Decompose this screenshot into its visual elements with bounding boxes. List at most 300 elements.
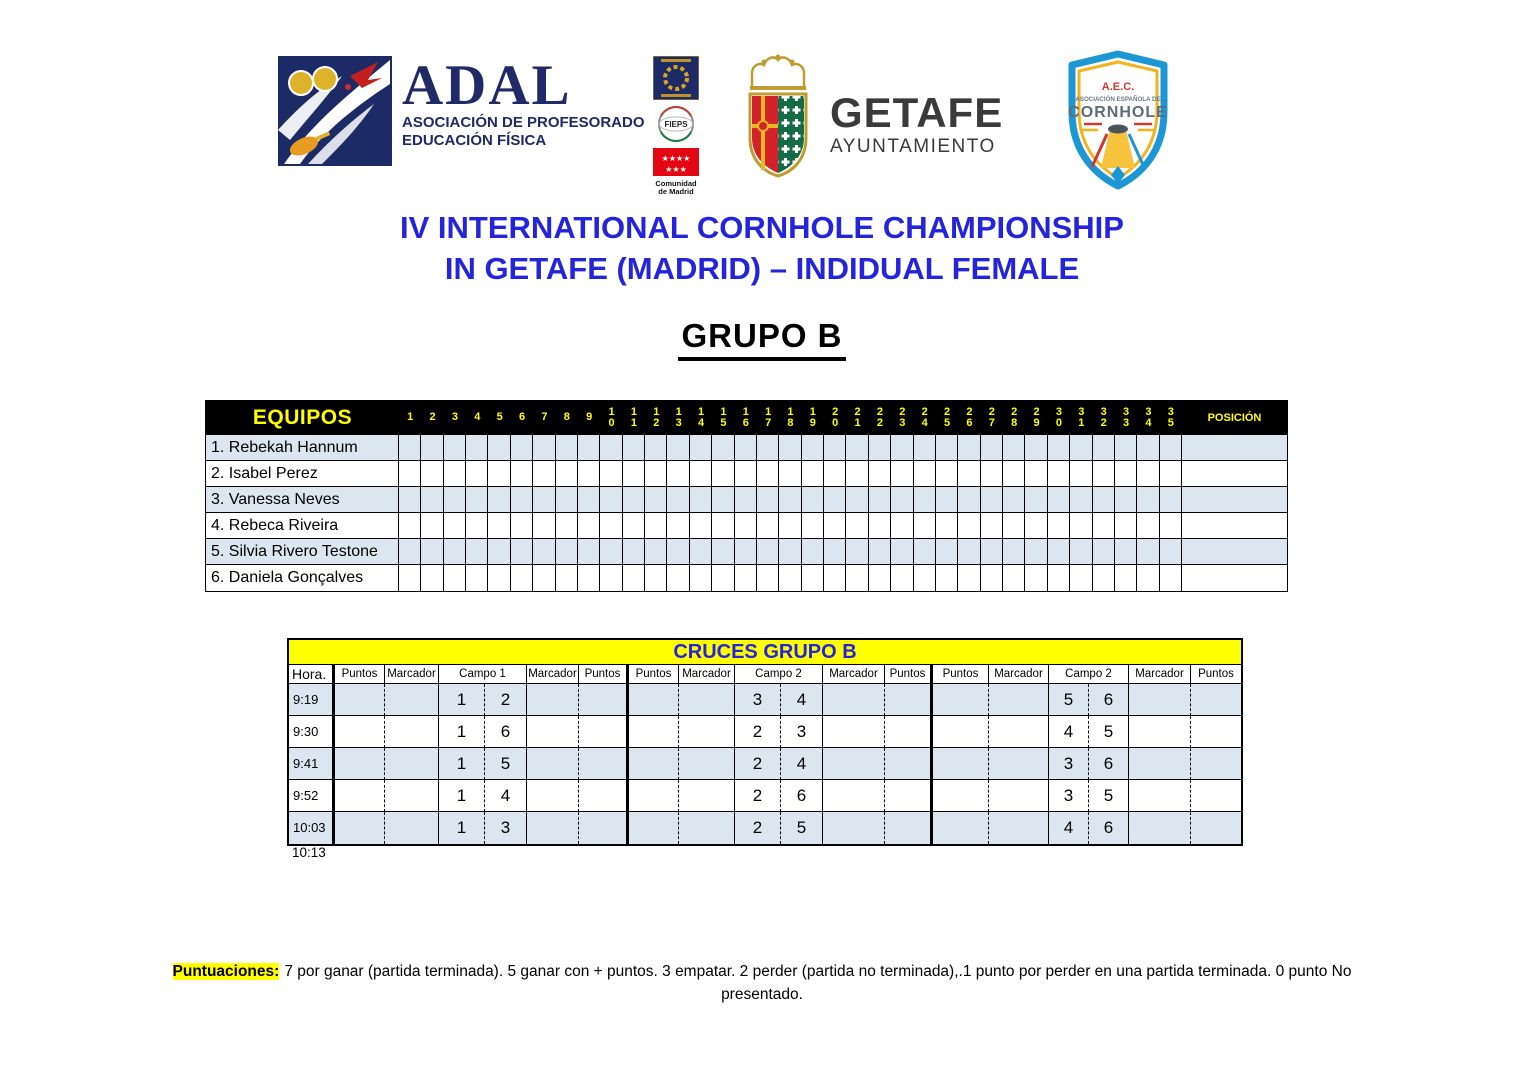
score-cell — [1093, 539, 1115, 565]
group-title: GRUPO B — [678, 317, 845, 361]
score-cell — [511, 513, 533, 539]
campo-team-cell: 5 — [1089, 716, 1129, 748]
score-cell — [690, 513, 712, 539]
score-cell — [1025, 487, 1047, 513]
campo-team-cell: 2 — [735, 780, 781, 812]
score-cell — [444, 461, 466, 487]
campo-team-cell: 1 — [439, 716, 485, 748]
score-cell — [1048, 487, 1070, 513]
score-cell — [421, 487, 443, 513]
score-cell — [667, 461, 689, 487]
score-cell — [690, 539, 712, 565]
score-cell — [1003, 539, 1025, 565]
score-cell — [600, 565, 622, 591]
puntos-cell — [885, 812, 933, 844]
score-cell — [802, 487, 824, 513]
score-cell — [712, 565, 734, 591]
round-number-22: 2 2 — [876, 405, 884, 429]
round-number-14: 1 4 — [697, 405, 705, 429]
marcador-cell — [989, 748, 1049, 780]
score-cell — [712, 487, 734, 513]
score-cell — [1003, 435, 1025, 461]
score-cell — [421, 539, 443, 565]
cruces-header-marcador: Marcador — [385, 665, 439, 684]
player-name: 4. Rebeca Riveira — [206, 513, 399, 539]
score-cell — [600, 513, 622, 539]
hora-cell: 9:30 — [289, 716, 335, 748]
campo-team-cell: 6 — [781, 780, 823, 812]
score-cell — [1048, 461, 1070, 487]
score-cell — [1160, 565, 1182, 591]
score-cell — [623, 435, 645, 461]
score-cell — [779, 513, 801, 539]
marcador-cell — [1129, 748, 1191, 780]
score-cell — [690, 565, 712, 591]
cruces-header-campo-2: Campo 2 — [735, 665, 823, 684]
round-number-11: 1 1 — [630, 405, 637, 429]
equipos-row — [206, 461, 1287, 487]
round-number-10: 1 0 — [608, 405, 615, 429]
score-cell — [488, 539, 510, 565]
score-cell — [533, 435, 555, 461]
round-number-26: 2 6 — [966, 405, 973, 429]
score-cell — [600, 435, 622, 461]
score-cell — [1115, 461, 1137, 487]
score-cell — [891, 435, 913, 461]
score-cell — [1137, 487, 1159, 513]
round-number-2: 2 — [429, 411, 436, 423]
puntos-cell — [629, 812, 679, 844]
score-cell — [1003, 513, 1025, 539]
score-cell — [981, 539, 1003, 565]
score-cell — [690, 461, 712, 487]
score-cell — [399, 461, 421, 487]
score-cell — [1137, 539, 1159, 565]
score-cell — [779, 435, 801, 461]
cruces-header-marcador: Marcador — [527, 665, 579, 684]
score-cell — [1160, 487, 1182, 513]
score-cell — [757, 461, 779, 487]
campo-team-cell: 5 — [485, 748, 527, 780]
equipos-posicion-header: POSICIÓN — [1207, 411, 1262, 424]
puntos-cell — [1191, 812, 1241, 844]
svg-text:★★★: ★★★ — [664, 165, 687, 174]
round-number-7: 7 — [541, 411, 548, 423]
score-cell — [869, 435, 891, 461]
score-cell — [735, 461, 757, 487]
player-name: 6. Daniela Gonçalves — [206, 565, 399, 591]
page-title — [0, 207, 1524, 289]
score-cell — [645, 565, 667, 591]
score-cell — [1025, 513, 1047, 539]
round-number-32: 3 2 — [1100, 405, 1107, 429]
campo-team-cell: 6 — [1089, 748, 1129, 780]
score-cell — [667, 565, 689, 591]
marcador-cell — [1129, 780, 1191, 812]
round-number-28: 2 8 — [1011, 405, 1018, 429]
hora-cell: 9:52 — [289, 780, 335, 812]
score-cell — [488, 513, 510, 539]
puntos-cell — [335, 780, 385, 812]
score-cell — [1048, 565, 1070, 591]
score-cell — [645, 435, 667, 461]
score-cell — [802, 435, 824, 461]
score-cell — [712, 435, 734, 461]
score-cell — [667, 435, 689, 461]
score-cell — [981, 435, 1003, 461]
score-cell — [466, 513, 488, 539]
adal-badges — [653, 56, 701, 196]
equipos-row — [206, 487, 1287, 513]
cruces-row — [289, 716, 1241, 748]
score-cell — [533, 565, 555, 591]
marcador-cell — [679, 716, 735, 748]
score-cell — [891, 487, 913, 513]
fieps-badge-icon — [653, 103, 699, 145]
puntos-cell — [885, 780, 933, 812]
campo-team-cell: 3 — [1049, 748, 1089, 780]
marcador-cell — [823, 812, 885, 844]
score-cell — [802, 513, 824, 539]
round-number-3: 3 — [451, 411, 458, 423]
marcador-cell — [1129, 716, 1191, 748]
puntos-cell — [933, 684, 989, 716]
score-cell — [757, 565, 779, 591]
score-cell — [623, 513, 645, 539]
puntos-cell — [579, 812, 629, 844]
page-title-line2: IN GETAFE (MADRID) – INDIDUAL FEMALE — [444, 251, 1080, 286]
score-cell — [712, 539, 734, 565]
score-cell — [757, 435, 779, 461]
score-cell — [958, 513, 980, 539]
score-cell — [824, 565, 846, 591]
score-cell — [578, 513, 600, 539]
puntos-cell — [629, 780, 679, 812]
comunidad-madrid-badge-icon — [653, 148, 699, 196]
player-name: 3. Vanessa Neves — [206, 487, 399, 513]
score-cell — [802, 565, 824, 591]
marcador-cell — [385, 748, 439, 780]
posicion-cell — [1182, 513, 1287, 539]
score-cell — [1160, 513, 1182, 539]
marcador-cell — [679, 812, 735, 844]
campo-team-cell: 4 — [781, 684, 823, 716]
score-cell — [846, 565, 868, 591]
campo-team-cell: 2 — [735, 716, 781, 748]
score-cell — [891, 565, 913, 591]
score-cell — [1070, 435, 1092, 461]
puntos-cell — [629, 748, 679, 780]
puntos-cell — [933, 812, 989, 844]
posicion-cell — [1182, 539, 1287, 565]
score-cell — [645, 539, 667, 565]
marcador-cell — [679, 748, 735, 780]
marcador-cell — [385, 812, 439, 844]
equipos-table — [205, 400, 1288, 592]
score-cell — [1070, 565, 1092, 591]
score-cell — [779, 565, 801, 591]
score-cell — [533, 513, 555, 539]
round-number-5: 5 — [496, 411, 503, 423]
puntos-cell — [579, 684, 629, 716]
marcador-cell — [989, 812, 1049, 844]
puntos-cell — [1191, 780, 1241, 812]
score-cell — [936, 513, 958, 539]
score-cell — [958, 487, 980, 513]
score-cell — [1003, 565, 1025, 591]
footer — [0, 960, 1524, 1006]
score-cell — [981, 513, 1003, 539]
score-cell — [981, 461, 1003, 487]
score-cell — [488, 435, 510, 461]
cruces-row — [289, 812, 1241, 844]
score-cell — [824, 513, 846, 539]
round-number-24: 2 4 — [921, 405, 928, 429]
round-number-9: 9 — [586, 411, 593, 423]
marcador-cell — [385, 716, 439, 748]
equipos-header-row — [205, 400, 1288, 435]
cruces-header-campo-1: Campo 1 — [439, 665, 527, 684]
campo-team-cell: 2 — [485, 684, 527, 716]
score-cell — [1003, 487, 1025, 513]
score-cell — [578, 539, 600, 565]
round-number-19: 1 9 — [809, 405, 816, 429]
score-cell — [846, 513, 868, 539]
round-number-25: 2 5 — [944, 405, 951, 429]
score-cell — [1115, 435, 1137, 461]
puntos-cell — [579, 716, 629, 748]
score-cell — [1137, 461, 1159, 487]
score-cell — [623, 487, 645, 513]
score-cell — [1137, 513, 1159, 539]
score-cell — [421, 565, 443, 591]
puntos-cell — [933, 748, 989, 780]
marcador-cell — [823, 684, 885, 716]
cruces-header-marcador: Marcador — [823, 665, 885, 684]
adal-logo — [278, 56, 701, 196]
marcador-cell — [385, 684, 439, 716]
hora-cell: 9:19 — [289, 684, 335, 716]
europe-badge-icon — [653, 56, 699, 100]
campo-team-cell: 1 — [439, 748, 485, 780]
marcador-cell — [527, 812, 579, 844]
score-cell — [556, 435, 578, 461]
score-cell — [1048, 435, 1070, 461]
aec-cornhole-logo — [1062, 50, 1174, 190]
marcador-cell — [989, 684, 1049, 716]
player-name: 1. Rebekah Hannum — [206, 435, 399, 461]
getafe-crest-icon — [736, 52, 820, 180]
campo-team-cell: 5 — [1089, 780, 1129, 812]
puntos-cell — [933, 716, 989, 748]
score-cell — [824, 461, 846, 487]
round-number-4: 4 — [474, 411, 481, 423]
round-number-17: 1 7 — [765, 405, 772, 429]
next-time-label: 10:13 — [292, 845, 326, 860]
score-cell — [1093, 487, 1115, 513]
score-cell — [891, 539, 913, 565]
score-cell — [645, 513, 667, 539]
puntos-cell — [335, 812, 385, 844]
score-cell — [444, 565, 466, 591]
score-cell — [667, 513, 689, 539]
getafe-logo — [736, 52, 1003, 180]
score-cell — [936, 461, 958, 487]
score-cell — [466, 539, 488, 565]
score-cell — [958, 539, 980, 565]
puntos-cell — [1191, 684, 1241, 716]
cruces-header-marcador: Marcador — [1129, 665, 1191, 684]
score-cell — [578, 565, 600, 591]
score-cell — [958, 565, 980, 591]
score-cell — [779, 539, 801, 565]
cruces-header-puntos: Puntos — [933, 665, 989, 684]
posicion-cell — [1182, 461, 1287, 487]
cruces-table — [287, 638, 1243, 846]
puntos-cell — [629, 716, 679, 748]
cruces-header-hora-: Hora. — [289, 665, 335, 684]
score-cell — [869, 487, 891, 513]
puntos-cell — [885, 684, 933, 716]
score-cell — [600, 539, 622, 565]
score-cell — [1160, 435, 1182, 461]
cruces-body — [289, 684, 1241, 844]
score-cell — [399, 513, 421, 539]
madrid-badge-line1: Comunidad — [654, 179, 697, 188]
score-cell — [936, 487, 958, 513]
campo-team-cell: 3 — [1049, 780, 1089, 812]
cruces-row — [289, 748, 1241, 780]
marcador-cell — [527, 684, 579, 716]
puntos-cell — [335, 748, 385, 780]
score-cell — [1115, 487, 1137, 513]
marcador-cell — [679, 684, 735, 716]
score-cell — [735, 539, 757, 565]
madrid-badge-line2: de Madrid — [657, 187, 694, 196]
hora-cell: 10:03 — [289, 812, 335, 844]
marcador-cell — [989, 780, 1049, 812]
fieps-badge-label: FIEPS — [663, 120, 688, 129]
puntos-cell — [1191, 748, 1241, 780]
score-cell — [1025, 539, 1047, 565]
score-cell — [846, 539, 868, 565]
cruces-header-puntos: Puntos — [579, 665, 629, 684]
marcador-cell — [679, 780, 735, 812]
adal-logo-name: ADAL — [402, 54, 572, 117]
score-cell — [1070, 487, 1092, 513]
score-cell — [667, 487, 689, 513]
score-cell — [1115, 565, 1137, 591]
score-cell — [1025, 461, 1047, 487]
adal-bird-icon — [278, 56, 392, 166]
aec-subtitle: ASOCIACIÓN ESPAÑOLA DE — [1075, 96, 1161, 103]
campo-team-cell: 4 — [1049, 716, 1089, 748]
score-cell — [891, 513, 913, 539]
round-number-35: 3 5 — [1167, 405, 1174, 429]
getafe-logo-name: GETAFE — [830, 89, 1004, 136]
puntos-cell — [1191, 716, 1241, 748]
round-number-16: 1 6 — [742, 405, 749, 429]
score-cell — [578, 487, 600, 513]
score-cell — [1137, 435, 1159, 461]
score-cell — [936, 565, 958, 591]
score-cell — [914, 435, 936, 461]
score-cell — [824, 487, 846, 513]
score-cell — [421, 513, 443, 539]
score-cell — [846, 487, 868, 513]
score-cell — [511, 435, 533, 461]
puntos-cell — [933, 780, 989, 812]
score-cell — [846, 435, 868, 461]
campo-team-cell: 4 — [1049, 812, 1089, 844]
score-cell — [623, 539, 645, 565]
score-cell — [735, 487, 757, 513]
score-cell — [600, 461, 622, 487]
score-cell — [511, 461, 533, 487]
campo-team-cell: 5 — [781, 812, 823, 844]
campo-team-cell: 4 — [781, 748, 823, 780]
score-cell — [488, 461, 510, 487]
score-cell — [444, 513, 466, 539]
score-cell — [1048, 539, 1070, 565]
round-number-1: 1 — [407, 411, 414, 423]
score-cell — [1093, 565, 1115, 591]
equipos-body — [205, 435, 1288, 592]
cruces-header-marcador: Marcador — [989, 665, 1049, 684]
score-cell — [914, 565, 936, 591]
campo-team-cell: 1 — [439, 684, 485, 716]
score-cell — [891, 461, 913, 487]
score-cell — [914, 539, 936, 565]
posicion-cell — [1182, 435, 1287, 461]
marcador-cell — [385, 780, 439, 812]
score-cell — [399, 539, 421, 565]
marcador-cell — [1129, 812, 1191, 844]
round-number-27: 2 7 — [988, 405, 995, 429]
score-cell — [1025, 435, 1047, 461]
footer-highlight-label: Puntuaciones: — [172, 963, 280, 980]
score-cell — [1160, 461, 1182, 487]
round-number-21: 2 1 — [854, 405, 861, 429]
score-cell — [1093, 435, 1115, 461]
score-cell — [802, 539, 824, 565]
adal-subtitle-1: ASOCIACIÓN DE PROFESORADO — [402, 114, 645, 131]
score-cell — [466, 487, 488, 513]
round-number-33: 3 3 — [1123, 405, 1130, 429]
score-cell — [1093, 461, 1115, 487]
campo-team-cell: 4 — [485, 780, 527, 812]
score-cell — [981, 565, 1003, 591]
footer-text: 7 por ganar (partida terminada). 5 ganar con + puntos. 3 empatar. 2 perder (partida no terminada),.1 punto por perder en una partida terminada. 0 punto No presentado. — [284, 963, 1352, 1003]
score-cell — [444, 539, 466, 565]
score-cell — [556, 539, 578, 565]
page-title-line1: IV INTERNATIONAL CORNHOLE CHAMPIONSHIP — [400, 210, 1124, 245]
score-cell — [488, 487, 510, 513]
round-number-13: 1 3 — [675, 405, 682, 429]
hora-cell: 9:41 — [289, 748, 335, 780]
score-cell — [533, 539, 555, 565]
marcador-cell — [1129, 684, 1191, 716]
score-cell — [712, 513, 734, 539]
player-name: 5. Silvia Rivero Testone — [206, 539, 399, 565]
campo-team-cell: 2 — [735, 748, 781, 780]
score-cell — [936, 435, 958, 461]
score-cell — [421, 435, 443, 461]
score-cell — [779, 461, 801, 487]
score-cell — [869, 513, 891, 539]
score-cell — [735, 565, 757, 591]
score-cell — [667, 539, 689, 565]
